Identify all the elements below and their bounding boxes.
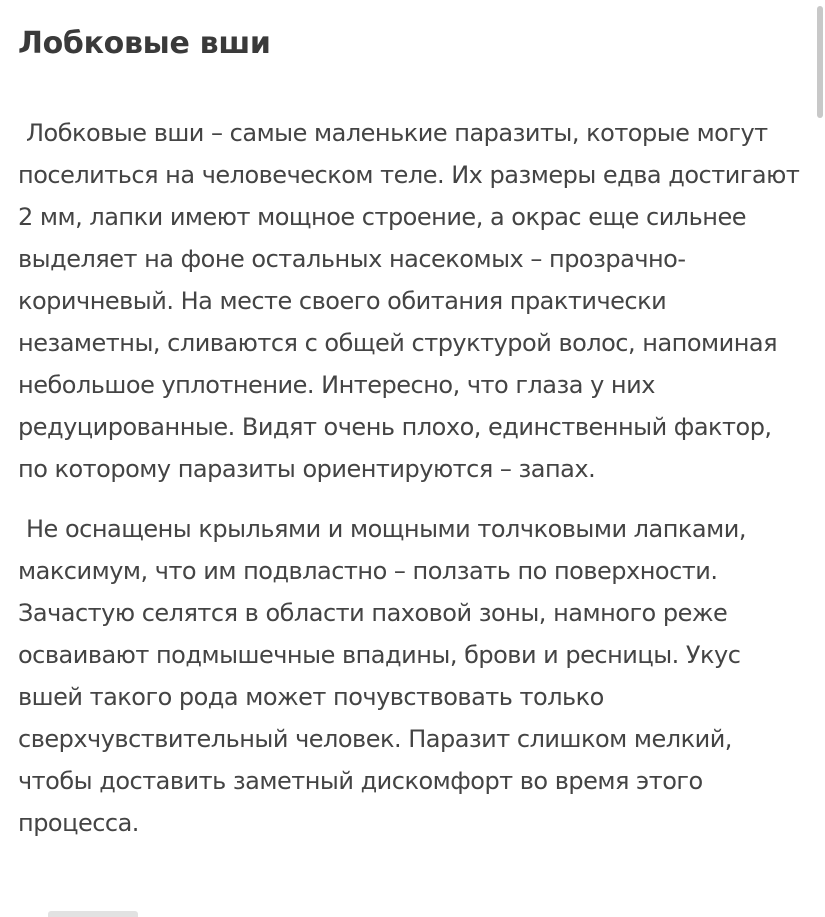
- article-title: Лобковые вши: [18, 26, 271, 61]
- article-paragraph-1: [18, 112, 808, 490]
- article: [18, 18, 808, 862]
- scrollbar[interactable]: [813, 0, 825, 917]
- scrollbar-thumb[interactable]: [817, 6, 823, 118]
- article-paragraph-2-text: Не оснащены крыльями и мощными толчковыми лапками, максимум, что им подвластно – ползать по поверхности. Зачастую селятся в области паховой зоны, намного реже осваивают подмышечные впадины, брови и ресницы. Укус вшей такого рода может почувствовать только сверхчувствительный человек. Паразит слишком мелкий, чтобы доставить заметный дискомфорт во время этого процесса.: [18, 515, 746, 837]
- article-paragraph-1-text: Лобковые вши – самые маленькие паразиты, которые могут поселиться на человеческом теле. Их размеры едва достигают 2 мм, лапки имеют мощное строение, а окрас еще сильнее выделяет на фоне остальных насекомых – прозрачно-коричневый. На месте своего обитания практически незаметны, сливаются с общей структурой волос, напоминая небольшое уплотнение. Интересно, что глаза у них редуцированные. Видят очень плохо, единственный фактор, по которому паразиты ориентируются – запах.: [18, 119, 800, 483]
- article-paragraph-2: [18, 508, 808, 844]
- next-element-peek: [48, 911, 138, 917]
